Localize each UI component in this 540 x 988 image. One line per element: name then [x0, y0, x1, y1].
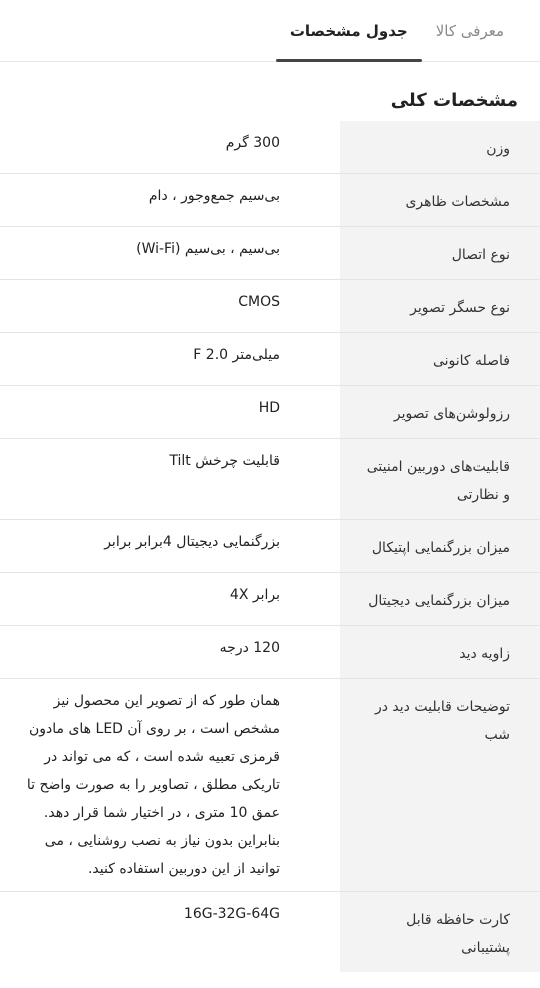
spec-label: زاویه دید — [340, 626, 540, 678]
spec-row — [0, 121, 540, 174]
spec-row — [0, 386, 540, 439]
spec-label: وزن — [340, 121, 540, 173]
spec-value: میلی‌متر F 2.0 — [193, 347, 280, 363]
spec-value: همان طور که از تصویر این محصول نیز مشخص است ، بر روی آن LED های مادون قرمزی تعبیه شده است ، که می تواند در تاریکی مطلق ، تصاویر را به صورت واضح تا عمق 10 متری ، در اختیار شما قرار دهد. بنابراین بدون نیاز به نصب روشنایی ، می توانید از این دوربین استفاده کنید. — [26, 693, 280, 877]
spec-value: 120 درجه — [219, 640, 280, 656]
spec-value: HD — [258, 400, 280, 416]
spec-row — [0, 227, 540, 280]
spec-label: میزان بزرگنمایی دیجیتال — [340, 573, 540, 625]
tab-product-intro[interactable]: معرفی کالا — [435, 21, 504, 40]
spec-row — [0, 280, 540, 333]
section-title: مشخصات کلی — [390, 90, 518, 111]
spec-value: 16G-32G-64G — [183, 906, 280, 922]
spec-label: توضیحات قابلیت دید در شب — [340, 679, 540, 891]
spec-value: بی‌سیم ، بی‌سیم (Wi-Fi) — [136, 241, 280, 257]
spec-value: بی‌سیم جمع‌وجور ، دام — [148, 188, 280, 204]
spec-label: قابلیت‌های دوربین امنیتی و نظارتی — [340, 439, 540, 519]
spec-label: رزولوشن‌های تصویر — [340, 386, 540, 438]
tab-bar — [0, 0, 540, 62]
tab-specifications[interactable]: جدول مشخصات — [276, 0, 422, 61]
spec-label: کارت حافظه قابل پشتیبانی — [340, 892, 540, 972]
spec-label: فاصله کانونی — [340, 333, 540, 385]
spec-row — [0, 679, 540, 892]
spec-label: مشخصات ظاهری — [340, 174, 540, 226]
spec-label: نوع حسگر تصویر — [340, 280, 540, 332]
spec-value: بزرگنمایی دیجیتال 4برابر برابر — [104, 534, 280, 550]
spec-row — [0, 333, 540, 386]
spec-value: CMOS — [238, 294, 280, 310]
spec-row — [0, 892, 540, 972]
spec-row — [0, 520, 540, 573]
spec-row — [0, 626, 540, 679]
spec-value: 300 گرم — [225, 135, 280, 151]
spec-row — [0, 573, 540, 626]
spec-row — [0, 174, 540, 227]
spec-row — [0, 439, 540, 520]
spec-table — [0, 121, 540, 972]
spec-value: قابلیت چرخش Tilt — [169, 453, 280, 469]
spec-label: میزان بزرگنمایی اپتیکال — [340, 520, 540, 572]
spec-value: برابر 4X — [229, 587, 280, 603]
spec-label: نوع اتصال — [340, 227, 540, 279]
